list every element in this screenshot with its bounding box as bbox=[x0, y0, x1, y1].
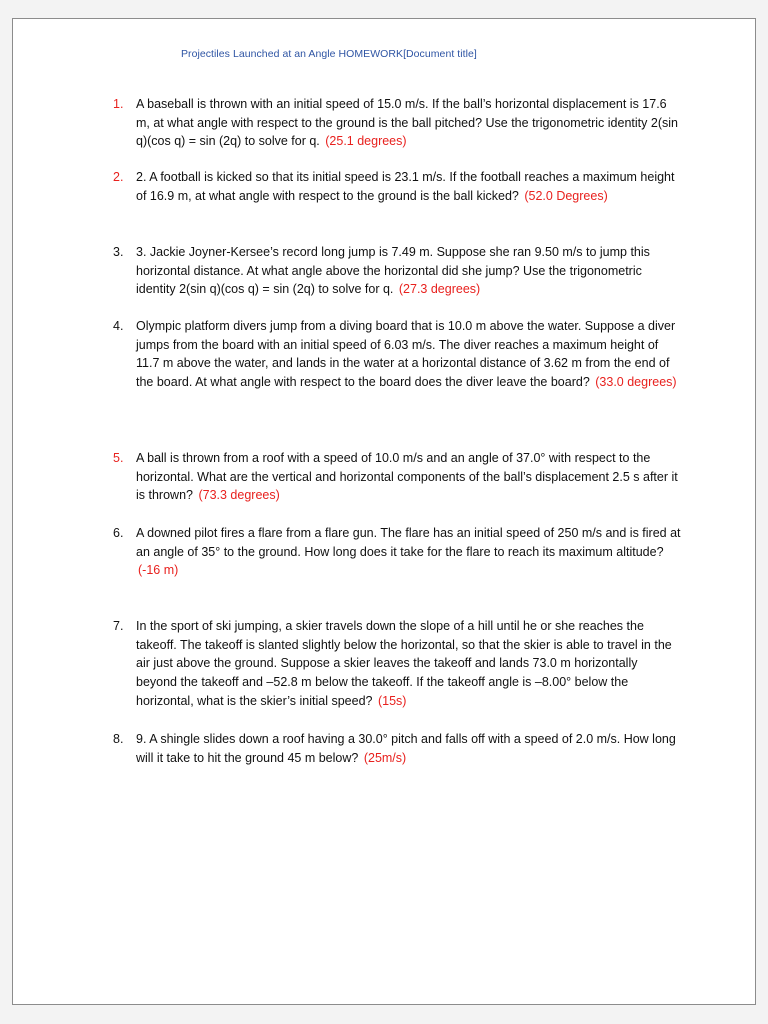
question-text bbox=[136, 449, 681, 505]
question-answer: (33.0 degrees) bbox=[595, 375, 677, 390]
question-body: Olympic platform divers jump from a diving board that is 10.0 m above the water. Suppose a diver jumps from the board with an initial speed of 6.03 m/s. The diver reaches a maximum height of 11.7 m above the water, and lands in the water at a horizontal distance of 3.62 m from the end of the board. At what angle with respect to the board does the diver leave the board? bbox=[136, 319, 676, 390]
question-body: A baseball is thrown with an initial speed of 15.0 m/s. If the ball’s horizontal displacement is 17.6 m, at what angle with respect to the ground is the ball pitched? Use the trigonometric identity 2(sin q)(cos q) = sin (2q) to solve for q. bbox=[136, 97, 678, 149]
question-number: 7. bbox=[113, 619, 124, 633]
question-number: 6. bbox=[113, 526, 124, 540]
question-text bbox=[136, 524, 681, 580]
question-answer: (25.1 degrees) bbox=[325, 134, 407, 149]
question-body: A downed pilot fires a flare from a flare gun. The flare has an initial speed of 250 m/s and is fired at an angle of 35° to the ground. How long does it take for the flare to reach its maximum altitude? bbox=[136, 526, 681, 559]
question-body: 9. A shingle slides down a roof having a 30.0° pitch and falls off with a speed of 2.0 m/s. How long will it take to hit the ground 45 m below? bbox=[136, 732, 676, 765]
question-number: 5. bbox=[113, 451, 124, 465]
question-text bbox=[136, 730, 681, 767]
question-body: A ball is thrown from a roof with a speed of 10.0 m/s and an angle of 37.0° with respect to the horizontal. What are the vertical and horizontal components of the ball’s displacement 2.5 s after it is thrown? bbox=[136, 451, 678, 503]
question-number: 3. bbox=[113, 245, 124, 259]
question-body: 2. A football is kicked so that its initial speed is 23.1 m/s. If the football reaches a maximum height of 16.9 m, at what angle with respect to the ground is the ball kicked? bbox=[136, 170, 675, 203]
question-text bbox=[136, 243, 681, 299]
document-page bbox=[12, 18, 756, 1005]
question-answer: (52.0 Degrees) bbox=[524, 188, 608, 203]
question-text bbox=[136, 617, 681, 711]
question-answer: (15s) bbox=[377, 693, 407, 708]
question-text bbox=[136, 95, 681, 151]
question-text bbox=[136, 317, 681, 392]
question-answer: (-16 m) bbox=[138, 563, 179, 578]
question-answer: (27.3 degrees) bbox=[398, 282, 481, 297]
question-text bbox=[136, 168, 681, 205]
question-number: 8. bbox=[113, 732, 124, 746]
question-body: 3. Jackie Joyner-Kersee’s record long jump is 7.49 m. Suppose she ran 9.50 m/s to jump this horizontal distance. At what angle above the horizontal did she jump? Use the trigonometric identity 2(sin q)(cos q) = sin (2q) to solve for q. bbox=[136, 245, 650, 297]
question-answer: (73.3 degrees) bbox=[198, 488, 280, 503]
question-number: 1. bbox=[113, 97, 124, 111]
question-body: In the sport of ski jumping, a skier travels down the slope of a hill until he or she reaches the takeoff. The takeoff is slanted slightly below the horizontal, so that the skier is able to travel in the air just above the ground. Suppose a skier leaves the takeoff and lands 73.0 m horizontally beyond the takeoff and –52.8 m below the takeoff. If the takeoff angle is –8.00° below the horizontal, what is the skier’s initial speed? bbox=[136, 619, 672, 708]
question-answer: (25m/s) bbox=[363, 750, 407, 765]
document-title: Projectiles Launched at an Angle HOMEWORK[Document title] bbox=[181, 48, 477, 60]
question-number: 4. bbox=[113, 319, 124, 333]
question-number: 2. bbox=[113, 170, 124, 184]
